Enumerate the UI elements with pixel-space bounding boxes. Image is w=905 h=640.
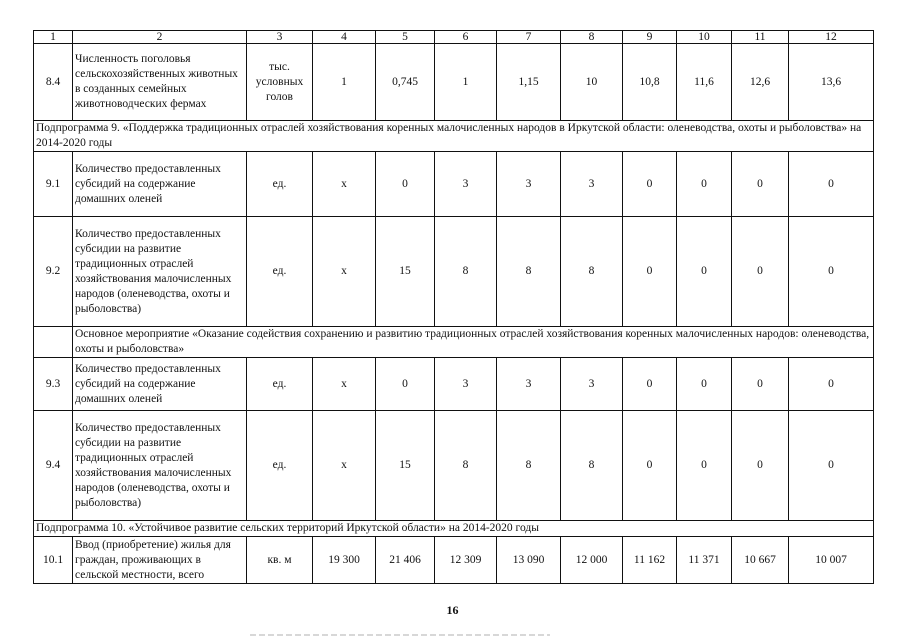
value-cell: 12,6 xyxy=(732,44,789,121)
column-number: 10 xyxy=(677,31,732,44)
value-cell: 0 xyxy=(677,411,732,521)
value-cell: 11 162 xyxy=(623,537,677,584)
value-cell: 12 309 xyxy=(435,537,497,584)
value-cell: 10,8 xyxy=(623,44,677,121)
column-number: 6 xyxy=(435,31,497,44)
value-cell: 3 xyxy=(561,152,623,217)
value-cell: 0,745 xyxy=(376,44,435,121)
value-cell: 0 xyxy=(789,217,874,327)
indicator-name: Ввод (приобретение) жилья для граждан, проживающих в сельской местности, всего xyxy=(73,537,247,584)
column-number: 2 xyxy=(73,31,247,44)
row-number: 9.4 xyxy=(34,411,73,521)
table-row xyxy=(34,358,874,411)
value-cell: х xyxy=(313,411,376,521)
value-cell: 0 xyxy=(623,217,677,327)
value-cell: 0 xyxy=(376,152,435,217)
value-cell: 13 090 xyxy=(497,537,561,584)
page-number: 16 xyxy=(446,603,459,617)
unit-cell: ед. xyxy=(247,358,313,411)
value-cell: 0 xyxy=(623,411,677,521)
value-cell: 8 xyxy=(561,217,623,327)
value-cell: 12 000 xyxy=(561,537,623,584)
column-number: 11 xyxy=(732,31,789,44)
unit-cell: кв. м xyxy=(247,537,313,584)
table-row xyxy=(34,152,874,217)
value-cell: 8 xyxy=(561,411,623,521)
indicator-name: Количество предоставленных субсидий на содержание домашних оленей xyxy=(73,152,247,217)
scan-artifact xyxy=(250,634,550,636)
row-number: 9.2 xyxy=(34,217,73,327)
value-cell: 13,6 xyxy=(789,44,874,121)
value-cell: 15 xyxy=(376,217,435,327)
value-cell: 15 xyxy=(376,411,435,521)
indicator-name: Количество предоставленных субсидий на содержание домашних оленей xyxy=(73,358,247,411)
value-cell: 8 xyxy=(497,411,561,521)
value-cell: 0 xyxy=(732,152,789,217)
unit-cell: ед. xyxy=(247,411,313,521)
value-cell: 0 xyxy=(677,358,732,411)
value-cell: 0 xyxy=(732,217,789,327)
value-cell: 10 xyxy=(561,44,623,121)
value-cell: х xyxy=(313,152,376,217)
unit-cell: тыс. условных голов xyxy=(247,44,313,121)
value-cell: х xyxy=(313,217,376,327)
value-cell: 1,15 xyxy=(497,44,561,121)
indicator-table xyxy=(33,30,874,584)
value-cell: 0 xyxy=(732,411,789,521)
table-row xyxy=(34,537,874,584)
value-cell: 8 xyxy=(435,411,497,521)
subprogram-row xyxy=(34,521,874,537)
value-cell: 10 007 xyxy=(789,537,874,584)
row-number: 9.3 xyxy=(34,358,73,411)
value-cell: 3 xyxy=(497,152,561,217)
column-number: 8 xyxy=(561,31,623,44)
subprogram-row xyxy=(34,121,874,152)
main-event-row xyxy=(34,327,874,358)
subprogram-heading: Подпрограмма 10. «Устойчивое развитие сельских территорий Иркутской области» на 2014-2020 годы xyxy=(34,521,874,537)
value-cell: 3 xyxy=(435,152,497,217)
table-row xyxy=(34,44,874,121)
indicator-name: Численность поголовья сельскохозяйственных животных в созданных семейных животноводческих фермах xyxy=(73,44,247,121)
table-row xyxy=(34,411,874,521)
value-cell: 0 xyxy=(623,358,677,411)
row-number: 10.1 xyxy=(34,537,73,584)
value-cell: 11,6 xyxy=(677,44,732,121)
column-number: 3 xyxy=(247,31,313,44)
row-number: 8.4 xyxy=(34,44,73,121)
value-cell: 3 xyxy=(435,358,497,411)
value-cell: 11 371 xyxy=(677,537,732,584)
column-number: 12 xyxy=(789,31,874,44)
column-number: 4 xyxy=(313,31,376,44)
row-number: 9.1 xyxy=(34,152,73,217)
value-cell: 0 xyxy=(623,152,677,217)
value-cell: 0 xyxy=(732,358,789,411)
column-number: 7 xyxy=(497,31,561,44)
unit-cell: ед. xyxy=(247,217,313,327)
value-cell: 21 406 xyxy=(376,537,435,584)
value-cell: 8 xyxy=(497,217,561,327)
value-cell: 19 300 xyxy=(313,537,376,584)
value-cell: 3 xyxy=(497,358,561,411)
indicator-name: Количество предоставленных субсидии на развитие традиционных отраслей хозяйствования малочисленных народов (оленеводства, охоты и рыболовства) xyxy=(73,217,247,327)
column-number: 9 xyxy=(623,31,677,44)
indicator-name: Количество предоставленных субсидии на развитие традиционных отраслей хозяйствования малочисленных народов (оленеводства, охоты и рыболовства) xyxy=(73,411,247,521)
value-cell: 0 xyxy=(376,358,435,411)
value-cell: 0 xyxy=(789,358,874,411)
column-number-row xyxy=(34,31,874,44)
value-cell: 0 xyxy=(677,152,732,217)
value-cell: х xyxy=(313,358,376,411)
value-cell: 0 xyxy=(789,152,874,217)
main-event-heading: Основное мероприятие «Оказание содействия сохранению и развитию традиционных отраслей хозяйствования коренных малочисленных народов: оленеводства, охоты и рыболовства» xyxy=(73,327,874,358)
value-cell: 1 xyxy=(435,44,497,121)
subprogram-heading: Подпрограмма 9. «Поддержка традиционных отраслей хозяйствования коренных малочисленных народов в Иркутской области: оленеводства, охоты и рыболовства» на 2014-2020 годы xyxy=(34,121,874,152)
value-cell: 1 xyxy=(313,44,376,121)
column-number: 1 xyxy=(34,31,73,44)
column-number: 5 xyxy=(376,31,435,44)
value-cell: 8 xyxy=(435,217,497,327)
value-cell: 0 xyxy=(677,217,732,327)
table-row xyxy=(34,217,874,327)
value-cell: 0 xyxy=(789,411,874,521)
value-cell: 3 xyxy=(561,358,623,411)
value-cell: 10 667 xyxy=(732,537,789,584)
unit-cell: ед. xyxy=(247,152,313,217)
